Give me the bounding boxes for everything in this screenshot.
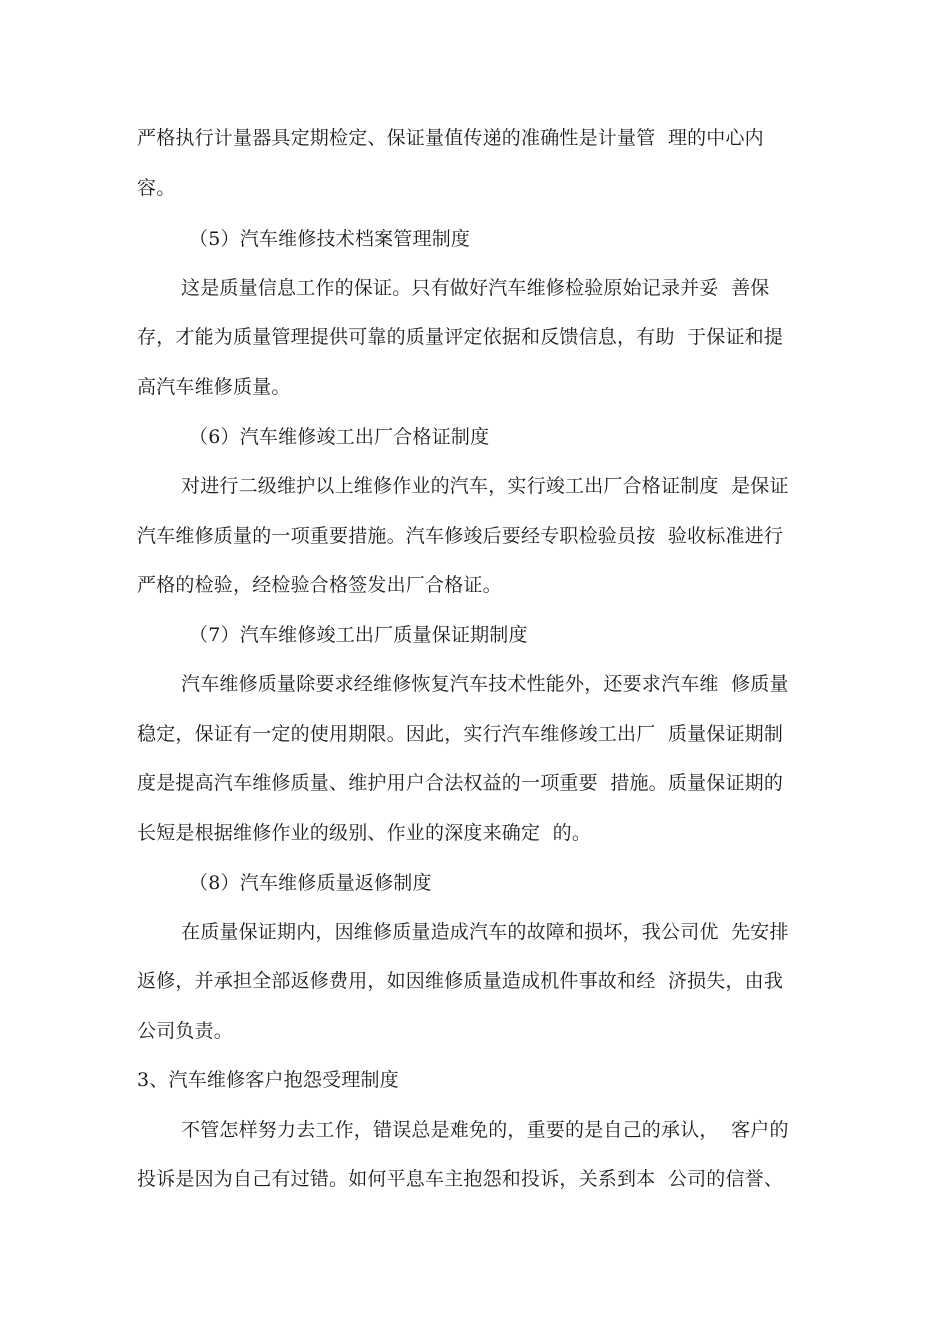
body-text-line: 严格的检验，经检验合格签发出厂合格证。 <box>137 574 502 596</box>
body-text-line: 不管怎样努力去工作，错误总是难免的，重要的是自己的承认， 客户的 <box>181 1119 789 1141</box>
section-heading-5: （5）汽车维修技术档案管理制度 <box>189 228 471 250</box>
body-text-line: 汽车维修质量的一项重要措施。汽车修竣后要经专职检验员按 验收标准进行 <box>137 525 784 547</box>
body-text-line: 返修，并承担全部返修费用，如因维修质量造成机件事故和经 济损失，由我 <box>137 970 784 992</box>
section-heading-6: （6）汽车维修竣工出厂合格证制度 <box>189 426 490 448</box>
body-text-line: 容。 <box>137 177 176 199</box>
section-heading-3: 3、汽车维修客户抱怨受理制度 <box>137 1069 399 1091</box>
body-text-line: 度是提高汽车维修质量、维护用户合法权益的一项重要 措施。质量保证期的 <box>137 772 784 794</box>
body-text-line: 这是质量信息工作的保证。只有做好汽车维修检验原始记录并妥 善保 <box>181 277 770 299</box>
body-text-line: 稳定，保证有一定的使用期限。因此，实行汽车维修竣工出厂 质量保证期制 <box>137 723 784 745</box>
body-text-line: 公司负责。 <box>137 1020 234 1042</box>
body-text-line: 对进行二级维护以上维修作业的汽车，实行竣工出厂合格证制度 是保证 <box>181 475 789 497</box>
body-text-line: 投诉是因为自己有过错。如何平息车主抱怨和投诉，关系到本 公司的信誉、 <box>137 1168 784 1190</box>
body-text-line: 严格执行计量器具定期检定、保证量值传递的准确性是计量管 理的中心内 <box>137 127 764 149</box>
body-text-line: 汽车维修质量除要求经维修恢复汽车技术性能外，还要求汽车维 修质量 <box>181 673 789 695</box>
section-heading-7: （7）汽车维修竣工出厂质量保证期制度 <box>189 624 528 646</box>
body-text-line: 长短是根据维修作业的级别、作业的深度来确定 的。 <box>137 822 592 844</box>
body-text-line: 高汽车维修质量。 <box>137 376 291 398</box>
body-text-line: 存，才能为质量管理提供可靠的质量评定依据和反馈信息，有助 于保证和提 <box>137 326 784 348</box>
section-heading-8: （8）汽车维修质量返修制度 <box>189 872 432 894</box>
body-text-line: 在质量保证期内，因维修质量造成汽车的故障和损坏，我公司优 先安排 <box>181 921 789 943</box>
